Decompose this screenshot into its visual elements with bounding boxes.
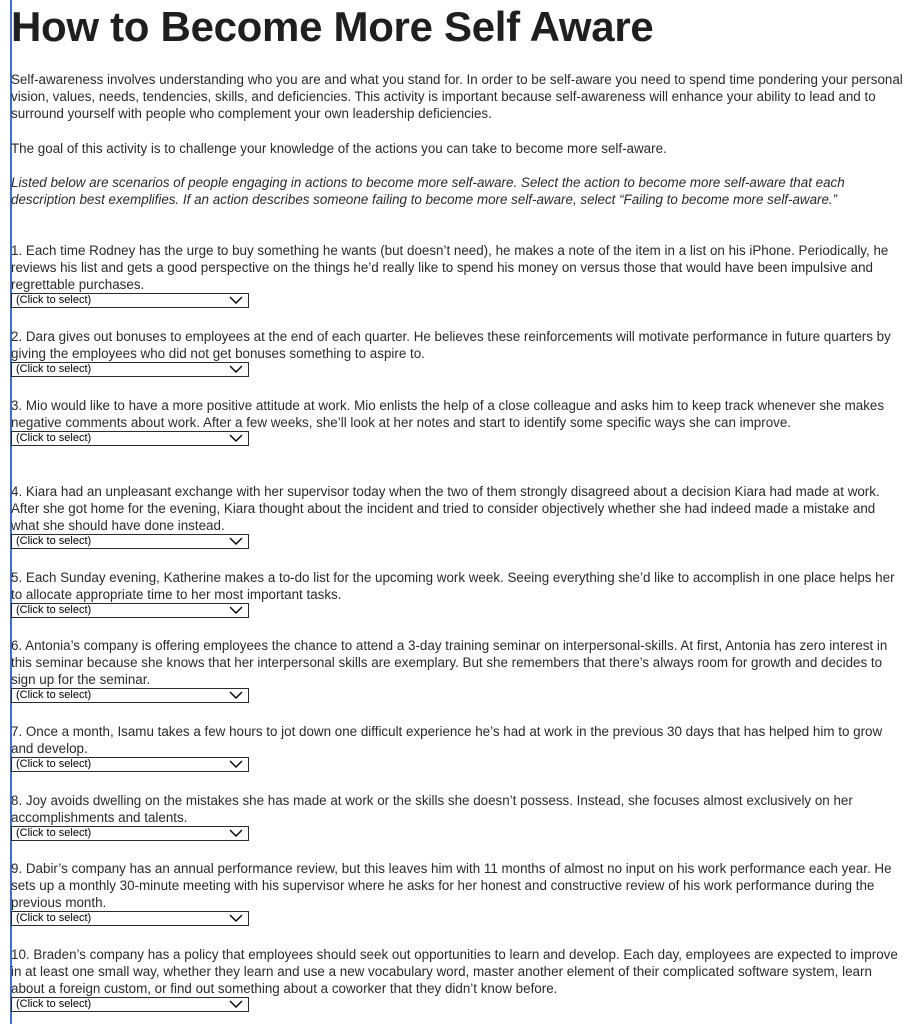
question-5: [11, 569, 905, 618]
select-value: (Click to select): [16, 758, 92, 770]
select-value: (Click to select): [16, 432, 92, 444]
question-text: 10. Braden’s company has a policy that employees should seek out opportunities to learn and develop. Each day, employees are expected to improve in at least one small way, whether they learn and use a new vocabulary word, master another element of their complicated software system, learn about a foreign custom, or find out something about a coworker that they didn’t know before.: [11, 947, 898, 996]
question-8: [11, 792, 905, 841]
question-6: [11, 637, 905, 703]
question-3: [11, 397, 905, 446]
question-text: 3. Mio would like to have a more positive attitude at work. Mio enlists the help of a close colleague and asks him to keep track whenever she makes negative comments about work. After a few weeks, she’ll look at her notes and start to identify some specific ways she can improve.: [11, 398, 885, 430]
chevron-down-icon: [229, 828, 243, 839]
chevron-down-icon: [229, 433, 243, 444]
question-9: [11, 860, 905, 926]
chevron-down-icon: [229, 759, 243, 770]
question-text: 4. Kiara had an unpleasant exchange with her supervisor today when the two of them strongly disagreed about a decision Kiara had made at work. After she got home for the evening, Kiara thought about the incident and tried to consider objectively whether she had indeed made a mistake and what she should have done instead.: [11, 484, 880, 533]
answer-select-7[interactable]: [11, 757, 249, 772]
chevron-down-icon: [229, 536, 243, 547]
chevron-down-icon: [229, 295, 243, 306]
question-2: [11, 328, 905, 377]
chevron-down-icon: [229, 605, 243, 616]
goal-paragraph: The goal of this activity is to challenge your knowledge of the actions you can take to become more self-aware.: [11, 141, 667, 156]
answer-select-5[interactable]: [11, 603, 249, 618]
question-text: 2. Dara gives out bonuses to employees at the end of each quarter. He believes these reinforcements will motivate performance in future quarters by giving the employees who did not get bonuses something to aspire to.: [11, 329, 891, 361]
question-text: 9. Dabir’s company has an annual performance review, but this leaves him with 11 months of almost no input on his work performance each year. He sets up a monthly 30-minute meeting with his supervisor where he asks for her honest and constructive review of his work performance during the previous month.: [11, 861, 892, 910]
chevron-down-icon: [229, 690, 243, 701]
answer-select-1[interactable]: [11, 293, 249, 308]
question-text: 8. Joy avoids dwelling on the mistakes she has made at work or the skills she doesn’t possess. Instead, she focuses almost exclusively on her accomplishments and talents.: [11, 793, 853, 825]
chevron-down-icon: [229, 913, 243, 924]
question-text: 5. Each Sunday evening, Katherine makes a to-do list for the upcoming work week. Seeing everything she’d like to accomplish in one place helps her to allocate appropriate time to her most important tasks.: [11, 570, 895, 602]
question-text: 1. Each time Rodney has the urge to buy something he wants (but doesn’t need), he makes a note of the item in a list on his iPhone. Periodically, he reviews his list and gets a good perspective on the things he’d really like to spend his money on versus those that would have been impulsive and regrettable purchases.: [11, 243, 889, 292]
intro-paragraph: Self-awareness involves understanding who you are and what you stand for. In order to be self-aware you need to spend time pondering your personal vision, values, needs, tendencies, skills, and deficiencies. This activity is important because self-awareness will enhance your ability to lead and to surround yourself with people who complement your own leadership deficiencies.: [11, 72, 903, 121]
select-value: (Click to select): [16, 535, 92, 547]
select-value: (Click to select): [16, 827, 92, 839]
question-text: 7. Once a month, Isamu takes a few hours to jot down one difficult experience he’s had at work in the previous 30 days that has helped him to grow and develop.: [11, 724, 883, 756]
answer-select-9[interactable]: [11, 911, 249, 926]
question-10: [11, 946, 905, 1012]
select-value: (Click to select): [16, 689, 92, 701]
select-value: (Click to select): [16, 363, 92, 375]
answer-select-3[interactable]: [11, 431, 249, 446]
answer-select-10[interactable]: [11, 997, 249, 1012]
answer-select-6[interactable]: [11, 688, 249, 703]
question-text: 6. Antonia’s company is offering employees the chance to attend a 3-day training seminar on interpersonal-skills. At first, Antonia has zero interest in this seminar because she knows that her interpersonal skills are exemplary. But she remembers that there’s always room for growth and decides to sign up for the seminar.: [11, 638, 888, 687]
answer-select-2[interactable]: [11, 362, 249, 377]
chevron-down-icon: [229, 364, 243, 375]
page-title: How to Become More Self Aware: [11, 3, 654, 50]
question-1: [11, 242, 905, 308]
select-value: (Click to select): [16, 912, 92, 924]
select-value: (Click to select): [16, 294, 92, 306]
question-4: [11, 483, 905, 549]
answer-select-8[interactable]: [11, 826, 249, 841]
instructions-paragraph: Listed below are scenarios of people engaging in actions to become more self-aware. Select the action to become more self-aware that each description best exemplifies. If an action describes someone failing to become more self-aware, select “Failing to become more self-aware.”: [11, 175, 845, 207]
chevron-down-icon: [229, 999, 243, 1010]
select-value: (Click to select): [16, 998, 92, 1010]
question-7: [11, 723, 905, 772]
answer-select-4[interactable]: [11, 534, 249, 549]
select-value: (Click to select): [16, 604, 92, 616]
